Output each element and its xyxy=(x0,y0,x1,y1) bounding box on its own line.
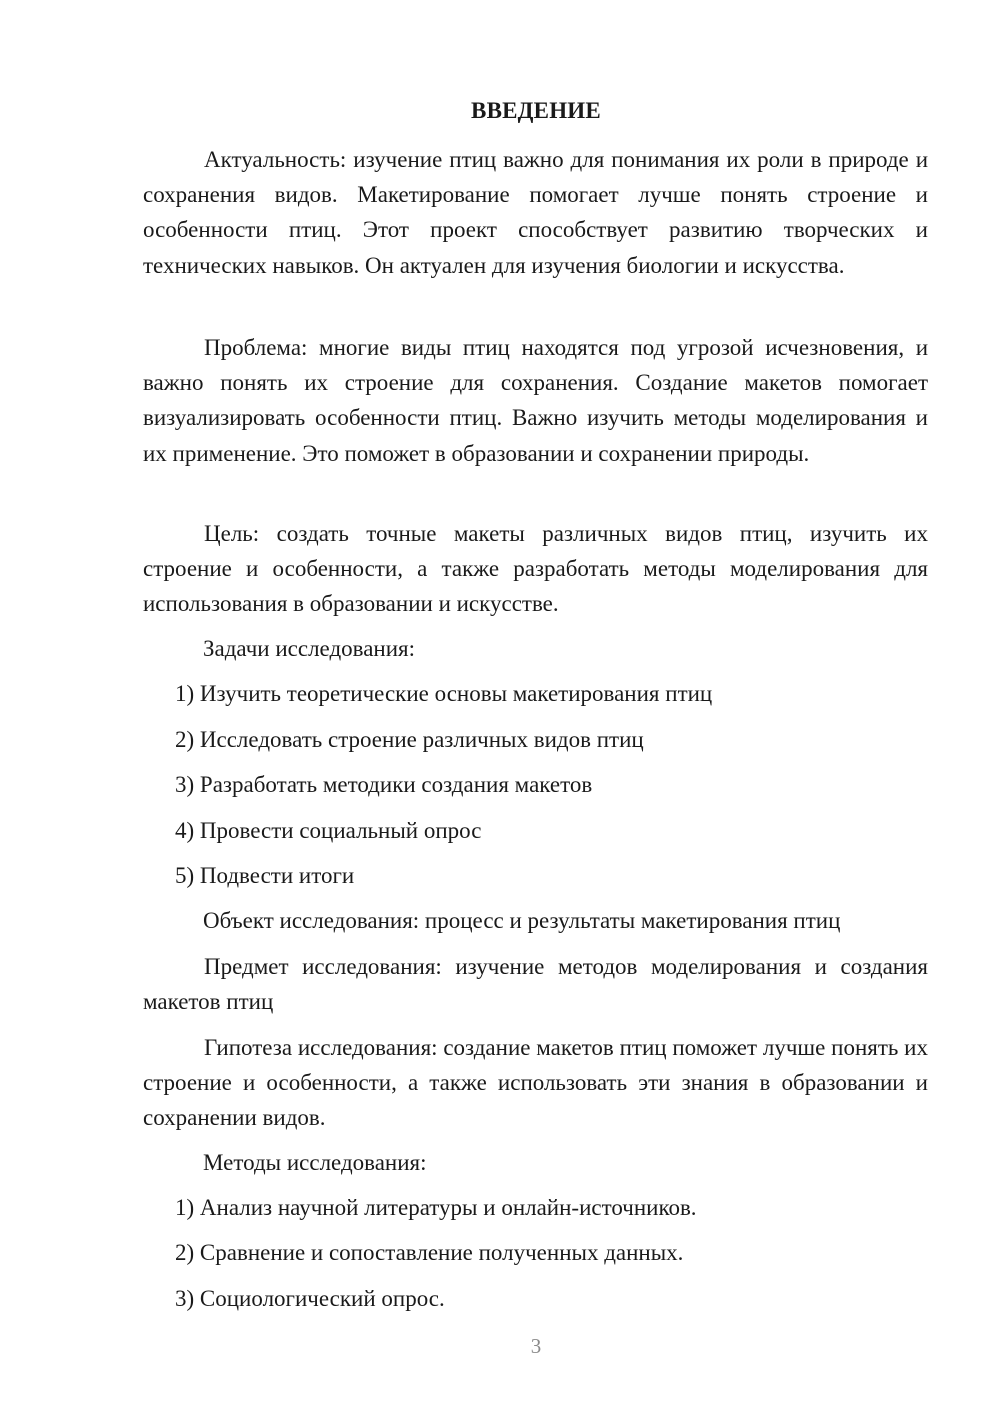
paragraph-relevance: Актуальность: изучение птиц важно для понимания их роли в природе и сохранения видов. Макетирование помогает лучше понять строение и особенности птиц. Этот проект способствует развитию творческих и технических навыков. Он актуален для изучения биологии и искусства. xyxy=(143,147,928,278)
task-item-4: 4) Провести социальный опрос xyxy=(175,818,482,843)
paragraph-goal: Цель: создать точные макеты различных видов птиц, изучить их строение и особенности, а также разработать методы моделирования для использования в образовании и искусстве. xyxy=(143,521,928,617)
page-number: 3 xyxy=(530,1334,542,1358)
task-item-2: 2) Исследовать строение различных видов птиц xyxy=(175,727,644,752)
research-subject: Предмет исследования: изучение методов моделирования и создания макетов птиц xyxy=(143,954,928,1015)
methods-heading: Методы исследования: xyxy=(203,1150,427,1175)
method-item-3: 3) Социологический опрос. xyxy=(175,1286,445,1311)
research-object: Объект исследования: процесс и результаты макетирования птиц xyxy=(203,908,841,933)
research-hypothesis: Гипотеза исследования: создание макетов птиц поможет лучше понять их строение и особенности, а также использовать эти знания в образовании и сохранении видов. xyxy=(143,1035,928,1131)
tasks-heading: Задачи исследования: xyxy=(203,636,416,661)
task-item-3: 3) Разработать методики создания макетов xyxy=(175,772,593,797)
paragraph-problem: Проблема: многие виды птиц находятся под угрозой исчезновения, и важно понять их строение для сохранения. Создание макетов помогает визуализировать особенности птиц. Важно изучить методы моделирования и их применение. Это поможет в образовании и сохранении природы. xyxy=(143,335,928,466)
task-item-5: 5) Подвести итоги xyxy=(175,863,355,888)
page-title: ВВЕДЕНИЕ xyxy=(471,98,601,123)
method-item-2: 2) Сравнение и сопоставление полученных данных. xyxy=(175,1240,684,1265)
method-item-1: 1) Анализ научной литературы и онлайн-источников. xyxy=(175,1195,697,1220)
task-item-1: 1) Изучить теоретические основы макетирования птиц xyxy=(175,681,713,706)
